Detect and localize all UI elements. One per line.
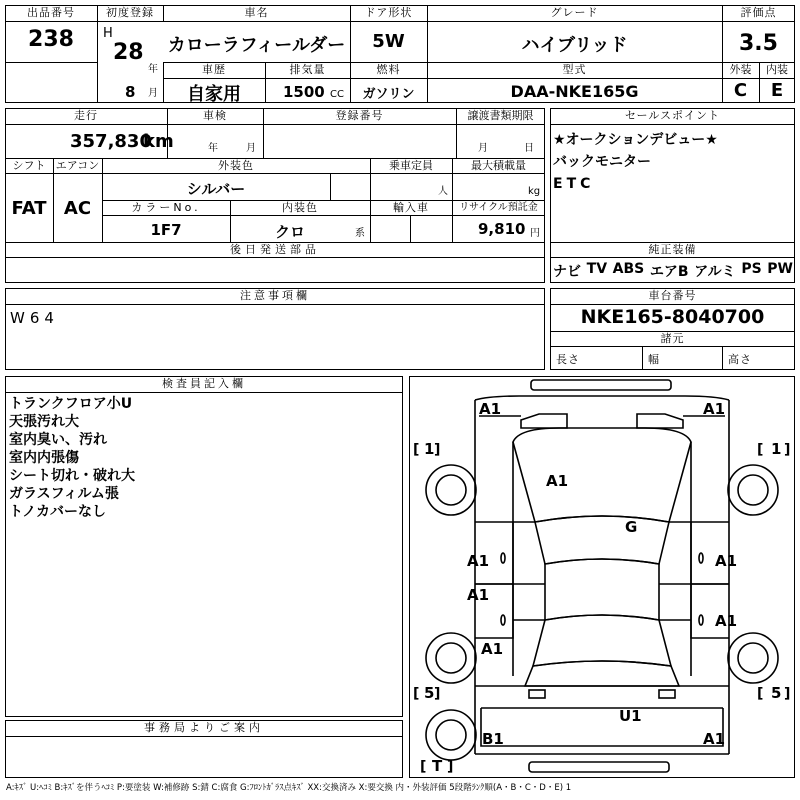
kei-unit: 系 xyxy=(355,228,365,239)
legend: A:ｷｽﾞ U:ﾍｺﾐ B:ｷｽﾞを伴うﾍｺﾐ P:要塗装 W:補修跡 S:錆 C:腐食 G:ﾌﾛﾝﾄｶﾞﾗｽ点ｷｽﾞ XX:交換済み X:要交換 内・外装評価 5段階ﾗﾝｸ順(A・B・C・D・E) 1 xyxy=(6,783,572,793)
reg-no-label: 登録番号 xyxy=(335,109,384,122)
inspector-note: ガラスフィルム張 xyxy=(9,486,119,502)
sales-point-label: セールスポイント xyxy=(624,109,720,122)
fuel-value: ガソリン xyxy=(362,87,415,102)
lot-no-value: 238 xyxy=(28,27,74,52)
mark-front-door-right: A1 xyxy=(715,552,738,570)
sales-point-item: バックモニター xyxy=(553,154,651,170)
spare-tire xyxy=(426,710,476,760)
rear-body xyxy=(475,686,729,754)
rear-lamp-left xyxy=(529,690,545,698)
mark-rear-bumper-right: A1 xyxy=(703,730,726,748)
aircon-label: エアコン xyxy=(55,159,100,172)
notes-label: 注意事項欄 xyxy=(240,289,310,302)
recycle-value: 9,810 xyxy=(478,220,526,238)
recycle-label: リサイクル預託金 xyxy=(459,202,538,213)
mark-rear-door-right: A1 xyxy=(715,612,738,630)
int-color-value: クロ xyxy=(274,223,305,241)
fuel-label: 燃料 xyxy=(376,63,401,76)
sales-point-list xyxy=(553,129,791,195)
hood xyxy=(513,428,691,522)
grade-label: グレード xyxy=(550,6,599,19)
doc-day-unit: 日 xyxy=(524,143,534,154)
month-unit: 月 xyxy=(148,88,158,99)
history-value: 自家用 xyxy=(187,84,241,105)
svg-text:[: [ xyxy=(413,442,420,458)
svg-text:]: ] xyxy=(784,442,791,458)
svg-text:[: [ xyxy=(757,442,764,458)
tag-5-left: 5 xyxy=(424,684,435,702)
inspector-note: トノカバーなし xyxy=(9,504,107,520)
km-unit: km xyxy=(143,131,174,152)
mark-rear: U1 xyxy=(619,707,642,725)
wheel-rear-left xyxy=(426,633,476,683)
car-name-label: 車名 xyxy=(244,6,269,19)
sales-point-item: ★オークションデビュー★ xyxy=(553,132,718,148)
lot-no-label: 出品番号 xyxy=(27,6,75,19)
tag-5-right: 5 xyxy=(771,684,782,702)
inspector-note: シート切れ・破れ大 xyxy=(9,468,135,484)
mark-front-right: A1 xyxy=(703,400,726,418)
inspector-note: 室内臭い、汚れ xyxy=(9,432,107,448)
tailgate xyxy=(481,708,726,748)
ext-color-label: 外装色 xyxy=(218,159,254,172)
import-label: 輸入車 xyxy=(393,201,429,214)
yen-unit: 円 xyxy=(530,228,540,239)
history-label: 車歴 xyxy=(202,63,226,76)
svg-text:]: ] xyxy=(784,686,791,702)
wheel-rear-right xyxy=(728,633,778,683)
first-reg-month-value: 8 xyxy=(125,83,136,101)
kg-unit: kg xyxy=(528,186,541,197)
svg-text:[: [ xyxy=(420,759,427,775)
chassis-value: NKE165-8040700 xyxy=(580,306,765,328)
color-no-value: 1F7 xyxy=(150,221,182,239)
front-body xyxy=(475,396,729,424)
later-parts-label: 後日発送部品 xyxy=(230,243,320,256)
height-label: 高さ xyxy=(728,353,752,366)
front-bumper xyxy=(531,380,671,390)
sales-point-item: ETC xyxy=(553,176,595,192)
shift-value: FAT xyxy=(11,198,47,219)
headlamp-right xyxy=(637,414,683,428)
mark-rear-door-left: A1 xyxy=(467,586,490,604)
year-unit: 年 xyxy=(148,64,158,75)
svg-text:[: [ xyxy=(757,686,764,702)
max-load-label: 最大積載量 xyxy=(471,159,526,172)
exterior-label: 外装 xyxy=(729,63,752,76)
wheel-front-left xyxy=(426,465,476,515)
tag-1-left: 1 xyxy=(424,440,435,458)
wheel-front-right xyxy=(728,465,778,515)
notes-value: W64 xyxy=(10,309,59,327)
equipment-item: ナビ xyxy=(553,264,581,280)
grade-value: ハイブリッド xyxy=(521,35,628,56)
headlamp-left xyxy=(521,414,567,428)
exterior-value: C xyxy=(733,80,748,101)
transfer-doc-label: 譲渡書類期限 xyxy=(467,109,534,122)
inspector-note: 天張汚れ大 xyxy=(9,414,79,430)
first-reg-label: 初度登録 xyxy=(106,6,154,19)
aircon-value: AC xyxy=(63,198,92,219)
equipment-item: PS xyxy=(741,261,762,277)
equipment-item: TV xyxy=(586,261,608,277)
int-color-label: 内装色 xyxy=(282,201,318,214)
svg-text:]: ] xyxy=(434,686,441,702)
score-label: 評価点 xyxy=(740,6,777,19)
shift-label: シフト xyxy=(12,159,46,172)
interior-label: 内装 xyxy=(766,63,788,76)
displacement-label: 排気量 xyxy=(289,63,326,76)
insp-year-unit: 年 xyxy=(208,143,218,154)
windshield xyxy=(535,516,669,564)
svg-text:]: ] xyxy=(447,759,454,775)
equipment-item: PW xyxy=(767,261,793,277)
capacity-label: 乗車定員 xyxy=(389,159,433,172)
inspector-note: トランクフロア小U xyxy=(9,396,133,412)
inspector-label: 検査員記入欄 xyxy=(162,377,246,390)
model-label: 型式 xyxy=(562,63,587,76)
doc-month-unit: 月 xyxy=(478,143,488,154)
color-no-label: カラーNo. xyxy=(131,201,201,214)
roof xyxy=(545,559,659,620)
equipment-item: ABS xyxy=(612,261,645,277)
equipment-item: アルミ xyxy=(694,264,736,280)
office-label: 事務局よりご案内 xyxy=(144,721,264,734)
door-label: ドア形状 xyxy=(364,6,413,19)
door-value: 5W xyxy=(372,31,405,52)
person-unit: 人 xyxy=(438,186,448,197)
rear-bumper xyxy=(529,762,669,772)
mark-front-door-left: A1 xyxy=(467,552,490,570)
model-value: DAA-NKE165G xyxy=(510,82,639,101)
mark-front-left: A1 xyxy=(479,400,502,418)
tag-1-right: 1 xyxy=(771,440,782,458)
equipment-list xyxy=(553,261,793,281)
score-value: 3.5 xyxy=(739,31,778,56)
length-label: 長さ xyxy=(556,353,580,366)
rear-window xyxy=(533,615,671,666)
inspection-label: 車検 xyxy=(203,109,227,122)
chassis-label: 車台番号 xyxy=(648,289,697,302)
svg-text:[: [ xyxy=(413,686,420,702)
insp-month-unit: 月 xyxy=(246,143,256,154)
inspector-notes-list xyxy=(9,395,135,521)
car-name-value: カローラフィールダー xyxy=(167,35,346,56)
mark-hood: A1 xyxy=(546,472,569,490)
mark-rear-fender-left: A1 xyxy=(481,640,504,658)
inspector-note: 室内内張傷 xyxy=(9,450,79,466)
displacement-value: 1500 xyxy=(283,83,325,101)
width-label: 幅 xyxy=(648,353,660,366)
interior-value: E xyxy=(770,80,784,101)
rear-hatch xyxy=(525,661,679,686)
mileage-label: 走行 xyxy=(74,109,98,122)
specs-label: 諸元 xyxy=(660,332,685,345)
mark-roof: G xyxy=(625,518,638,536)
ext-color-value: シルバー xyxy=(186,180,246,198)
genuine-label: 純正装備 xyxy=(648,243,697,256)
year-era: H xyxy=(103,26,113,41)
svg-text:]: ] xyxy=(434,442,441,458)
rear-lamp-right xyxy=(659,690,675,698)
car-diagram xyxy=(409,376,795,778)
mark-rear-bumper-left: B1 xyxy=(482,730,504,748)
equipment-item: エアB xyxy=(649,264,689,280)
mileage-value: 357,830 xyxy=(70,131,152,152)
tag-t: T xyxy=(432,757,443,775)
cc-unit: CC xyxy=(330,89,344,100)
first-reg-year-value: 28 xyxy=(113,40,144,65)
